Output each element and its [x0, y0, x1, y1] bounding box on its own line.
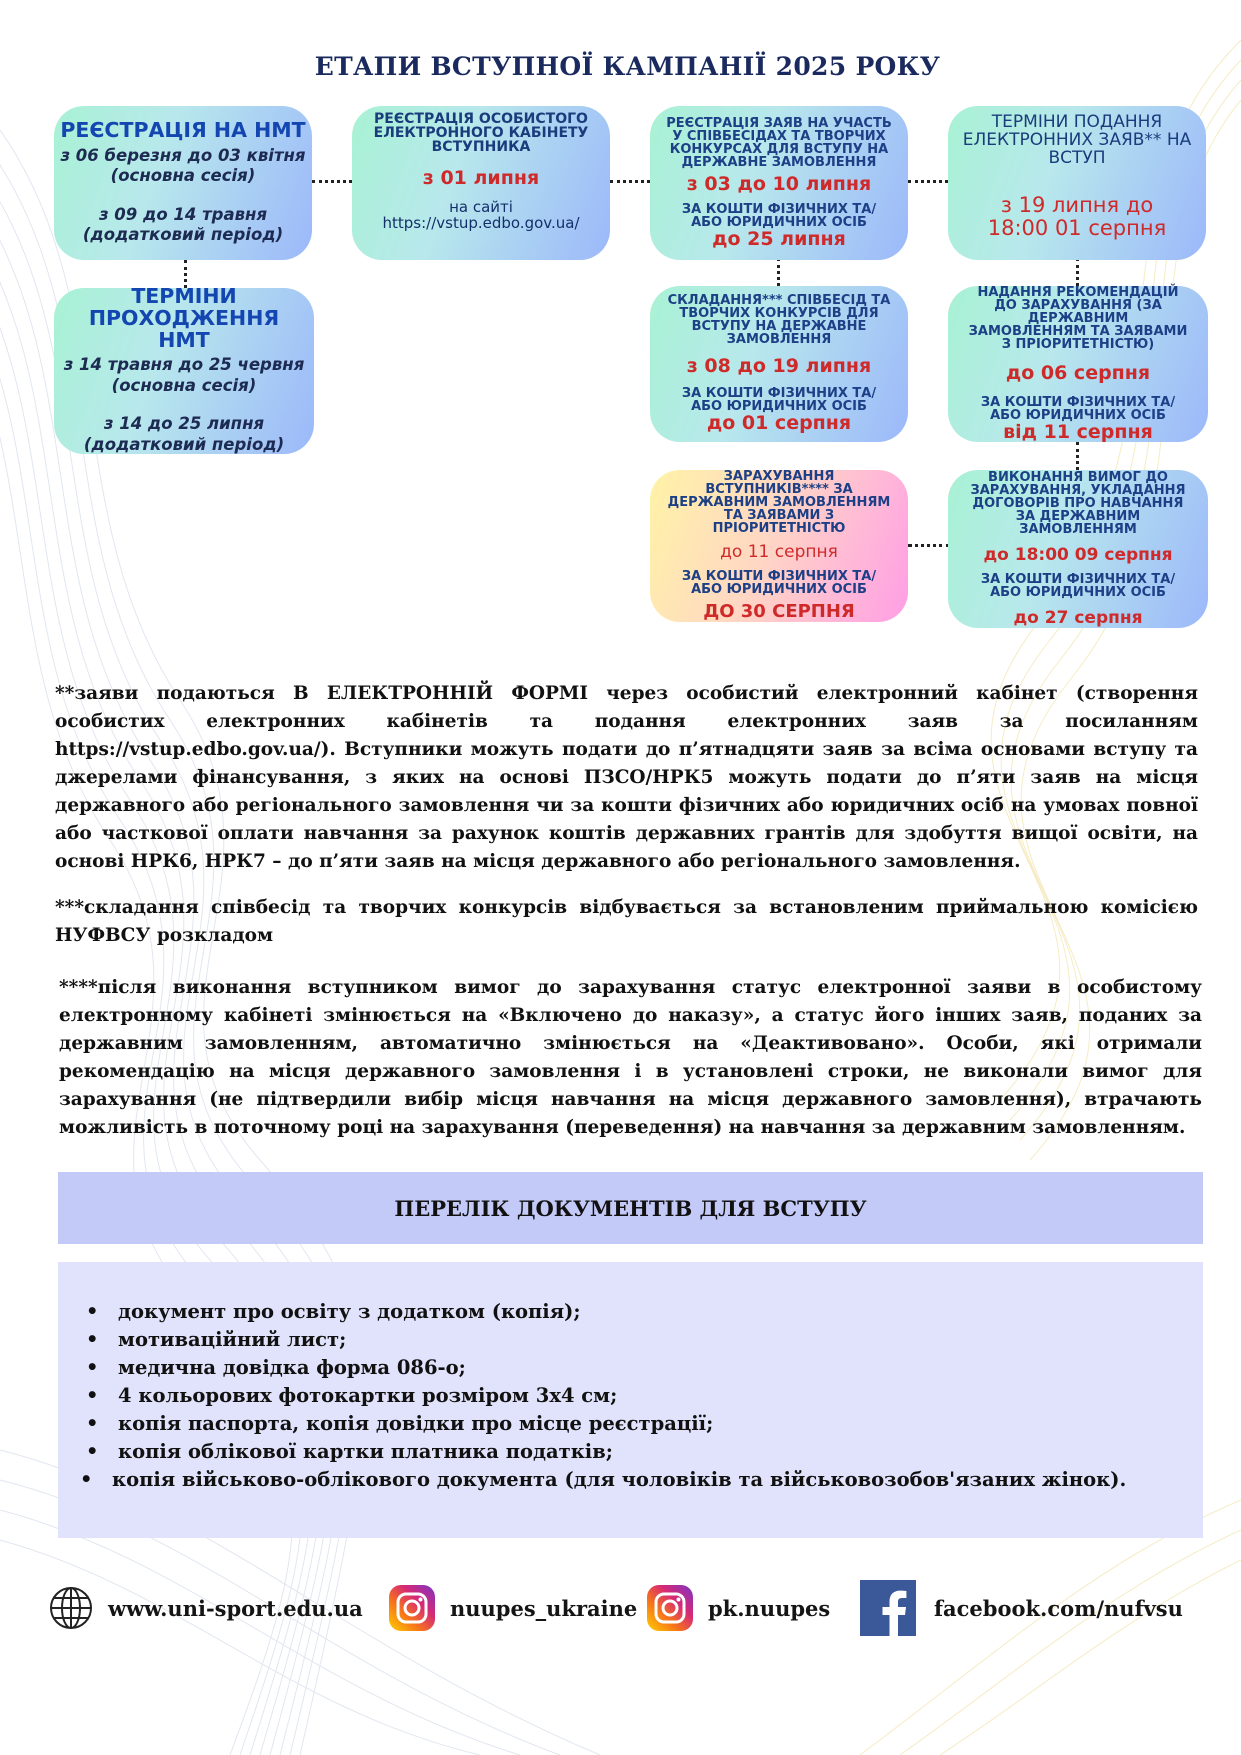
card-date: з 03 до 10 липня — [686, 172, 872, 195]
card-date: з 09 до 14 травня — [98, 204, 268, 224]
card-date: з 06 березня до 03 квітня — [60, 145, 306, 165]
paid-date: до 25 липня — [712, 227, 846, 250]
card-date: з 08 до 19 липня — [686, 355, 872, 378]
globe-icon — [48, 1585, 94, 1631]
paid-date: до 27 серпня — [1013, 607, 1143, 628]
requirements-card — [948, 470, 1208, 628]
site-link[interactable]: https://vstup.edbo.gov.ua/ — [382, 214, 580, 233]
card-title: ЗАРАХУВАННЯ ВСТУПНИКІВ**** ЗА ДЕРЖАВНИМ ЗАМОВЛЕННЯМ ТА ЗАЯВАМИ З ПРІОРИТЕТНІСТЮ — [667, 469, 891, 537]
card-title: ТЕРМІНИ ПОДАННЯ ЕЛЕКТРОННИХ ЗАЯВ** НА ВСТУП — [962, 112, 1192, 168]
paid-date: до 01 серпня — [706, 412, 852, 434]
document-item: • документ про освіту з додатком (копія); — [118, 1298, 1203, 1326]
paid-date: від 11 серпня — [1003, 420, 1153, 443]
paid-date: ДО 30 СЕРПНЯ — [703, 600, 855, 622]
site-label: на сайті — [449, 197, 513, 216]
card-title: НАДАННЯ РЕКОМЕНДАЦІЙ ДО ЗАРАХУВАННЯ (ЗА ДЕРЖАВНИМ ЗАМОВЛЕННЯМ ТА ЗАЯВАМИ З ПРІОРИТЕТНІСТЮ) — [968, 284, 1188, 352]
card-note: (додатковий період) — [83, 434, 285, 454]
interviews-card — [650, 286, 908, 442]
connector — [908, 544, 950, 547]
footer-website[interactable] — [48, 1580, 363, 1636]
paid-label: ЗА КОШТИ ФІЗИЧНИХ ТА/АБО ЮРИДИЧНИХ ОСІБ — [980, 571, 1176, 600]
footer-instagram-pk[interactable] — [646, 1580, 830, 1636]
recommendations-card — [948, 286, 1208, 442]
connector — [777, 258, 780, 286]
card-date: з 01 липня — [422, 167, 540, 189]
page-title: ЕТАПИ ВСТУПНОЇ КАМПАНІЇ 2025 РОКУ — [314, 52, 941, 81]
enrollment-card — [650, 470, 908, 622]
paid-label: ЗА КОШТИ ФІЗИЧНИХ ТА/АБО ЮРИДИЧНИХ ОСІБ — [681, 201, 877, 230]
connector — [312, 180, 352, 183]
note-enrollment: ****після виконання вступником вимог до зарахування статус електронної заяви в особистому електронному кабінеті змінюється на «Включено до наказу», а статус його інших заяв, поданих за державним замовленням, автоматично змінюється на «Деактивовано». Особи, які отримали рекомендацію на місця державного замовлення і в установлені строки, не виконали вимог для зарахування (не підтвердили вибір місця навчання на місця державного замовлення), втрачають можливість в поточному році на зарахування (переведення) на навчання за державним замовленням. — [59, 977, 1202, 1138]
applications-card — [948, 106, 1206, 260]
nmt-terms-card — [54, 284, 314, 454]
document-item: • копія облікової картки платника податків; — [118, 1438, 1203, 1466]
document-item: • 4 кольорових фотокартки розміром 3х4 см; — [118, 1382, 1203, 1410]
website-link[interactable]: www.uni-sport.edu.ua — [108, 1595, 363, 1621]
card-date: з 14 до 25 липня — [103, 414, 265, 434]
card-date: до 11 серпня — [720, 542, 838, 563]
footer-instagram-main[interactable] — [388, 1580, 637, 1636]
cabinet-registration-card — [352, 106, 610, 260]
documents-list-box — [58, 1262, 1203, 1538]
facebook-link[interactable]: facebook.com/nufvsu — [934, 1595, 1183, 1621]
card-title: СКЛАДАННЯ*** СПІВБЕСІД ТА ТВОРЧИХ КОНКУРСІВ ДЛЯ ВСТУПУ НА ДЕРЖАВНЕ ЗАМОВЛЕННЯ — [667, 293, 891, 348]
card-date: з 14 травня до 25 червня — [63, 355, 305, 375]
paid-label: ЗА КОШТИ ФІЗИЧНИХ ТА/АБО ЮРИДИЧНИХ ОСІБ — [681, 386, 877, 414]
card-title: РЕЄСТРАЦІЯ ОСОБИСТОГО ЕЛЕКТРОННОГО КАБІНЕТУ ВСТУПНИКА — [373, 111, 589, 155]
documents-title: ПЕРЕЛІК ДОКУМЕНТІВ ДЛЯ ВСТУПУ — [58, 1172, 1203, 1244]
card-date: до 18:00 09 серпня — [983, 544, 1173, 565]
instagram-handle[interactable]: nuupes_ukraine — [450, 1595, 638, 1621]
card-date: до 06 серпня — [1005, 361, 1151, 384]
card-note: (основна сесія) — [111, 375, 257, 395]
instagram-icon — [388, 1584, 436, 1632]
paid-label: ЗА КОШТИ ФІЗИЧНИХ ТА/АБО ЮРИДИЧНИХ ОСІБ — [681, 568, 877, 597]
note-applications: **заяви подаються В ЕЛЕКТРОННІЙ ФОРМІ через особистий електронний кабінет (створення особистих електронних кабінетів та подання електронних заяв за посиланням https://vstup.edbo.gov.ua/). Вступники можуть подати до п’ятнадцяти заяв за всіма основами вступу та джерелами фінансування, з яких на основі ПЗСО/НРК5 можуть подати до п’яти заяв на місця державного або регіонального замовлення чи за кошти фізичних або юридичних осіб на умовах повної або часткової оплати навчання за рахунок коштів державних грантів для здобуття вищої освіти, на основі НРК6, НРК7 – до п’яти заяв на місця державного або регіонального замовлення. — [55, 683, 1198, 872]
footer-facebook[interactable] — [860, 1580, 1183, 1636]
card-note: (основна сесія) — [110, 166, 256, 186]
connector — [1076, 258, 1079, 286]
connector — [908, 180, 948, 183]
paid-label: ЗА КОШТИ ФІЗИЧНИХ ТА/АБО ЮРИДИЧНИХ ОСІБ — [980, 394, 1176, 423]
document-item: • медична довідка форма 086-о; — [118, 1354, 1203, 1382]
instagram-icon — [646, 1584, 694, 1632]
card-title: РЕЄСТРАЦІЯ ЗАЯВ НА УЧАСТЬ У СПІВБЕСІДАХ ТА ТВОРЧИХ КОНКУРСАХ ДЛЯ ВСТУПУ НА ДЕРЖАВНЕ ЗАМОВЛЕННЯ — [666, 115, 892, 170]
nmt-registration-card — [54, 106, 312, 260]
document-item: • копія військово-облікового документа (для чоловіків та військовозобов'язаних жінок). — [112, 1466, 1203, 1494]
facebook-icon — [860, 1580, 916, 1636]
connector — [1076, 442, 1079, 470]
document-item: • копія паспорта, копія довідки про місце реєстрації; — [118, 1410, 1203, 1438]
document-item: • мотиваційний лист; — [118, 1326, 1203, 1354]
documents-list — [58, 1298, 1203, 1494]
card-title: РЕЄСТРАЦІЯ НА НМТ — [60, 117, 306, 142]
connector — [610, 180, 650, 183]
card-note: (додатковий період) — [82, 225, 284, 245]
card-date: з 19 липня до 18:00 01 серпня — [987, 192, 1167, 240]
card-title: ТЕРМІНИ ПРОХОДЖЕННЯ НМТ — [88, 284, 280, 352]
creative-registration-card — [650, 106, 908, 260]
instagram-handle[interactable]: pk.nuupes — [708, 1595, 831, 1621]
note-interviews: ***складання співбесід та творчих конкурсів відбувається за встановленим приймальною комісією НУФВСУ розкладом — [55, 897, 1198, 946]
card-title: ВИКОНАННЯ ВИМОГ ДО ЗАРАХУВАННЯ, УКЛАДАННЯ ДОГОВОРІВ ПРО НАВЧАННЯ ЗА ДЕРЖАВНИМ ЗАМОВЛЕННЯМ — [970, 469, 1186, 537]
